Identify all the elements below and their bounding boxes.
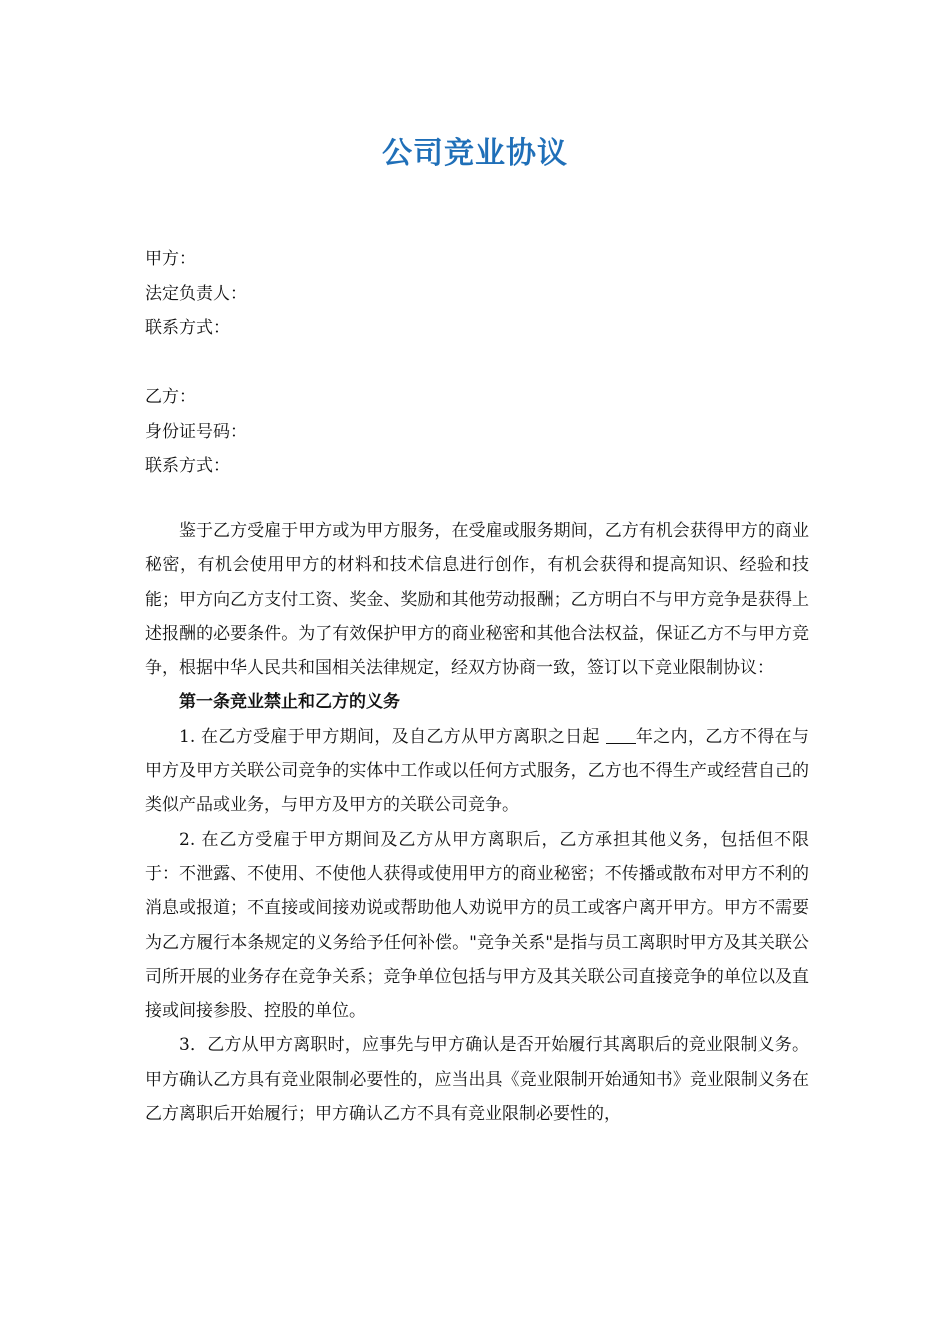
party-a-contact-label: 联系方式： [145,318,230,338]
clause-2-paragraph: 2. 在乙方受雇于甲方期间及乙方从甲方离职后，乙方承担其他义务，包括但不限于：不泄露、不使用、不使他人获得或使用甲方的商业秘密；不传播或散布对甲方不利的消息或报道；不直接或间接劝说或帮助他人劝说甲方的员工或客户离开甲方。甲方不需要为乙方履行本条规定的义务给予任何补偿。"竞争关系"是指与员工离职时甲方及其关联公司所开展的业务存在竞争关系；竞争单位包括与甲方及其关联公司直接竞争的单位以及直接或间接参股、控股的单位。 [145,829,809,1022]
parties-section [145,242,815,484]
clause-1-paragraph [145,720,809,823]
party-a-legal-rep-label: 法定负责人： [145,283,247,304]
party-a-label: 甲方： [145,249,196,269]
article-1-heading: 第一条竞业禁止和乙方的义务 [179,692,400,713]
spacer [145,346,815,381]
party-b-id-label: 身份证号码： [145,421,247,442]
document-title: 公司竞业协议 [382,136,568,171]
clause-1-text-end: 年之内，乙方不得在与甲方及甲方关联公司竞争的实体中工作或以任何方式服务，乙方也不得生产或经营自己的类似产品或业务，与甲方及甲方的关联公司竞争。 [145,726,810,816]
clause-3-paragraph: 3．乙方从甲方离职时，应事先与甲方确认是否开始履行其离职后的竞业限制义务。甲方确认乙方具有竞业限制必要性的，应当出具《竞业限制开始通知书》竞业限制义务在乙方离职后开始履行；甲方确认乙方不具有竞业限制必要性的， [145,1035,809,1125]
agreement-body [145,514,809,1131]
preamble-paragraph: 鉴于乙方受雇于甲方或为甲方服务，在受雇或服务期间，乙方有机会获得甲方的商业秘密，有机会使用甲方的材料和技术信息进行创作，有机会获得和提高知识、经验和技能；甲方向乙方支付工资、奖金、奖励和其他劳动报酬；乙方明白不与甲方竞争是获得上述报酬的必要条件。为了有效保护甲方的商业秘密和其他合法权益，保证乙方不与甲方竞争，根据中华人民共和国相关法律规定，经双方协商一致，签订以下竞业限制协议： [145,521,809,679]
party-b-contact-label: 联系方式： [145,456,230,476]
party-b-label: 乙方： [145,387,196,407]
clause-1-text-start: 1. 在乙方受雇于甲方期间，及自乙方从甲方离职之日起 [179,726,600,747]
fill-in-blank [606,726,636,744]
